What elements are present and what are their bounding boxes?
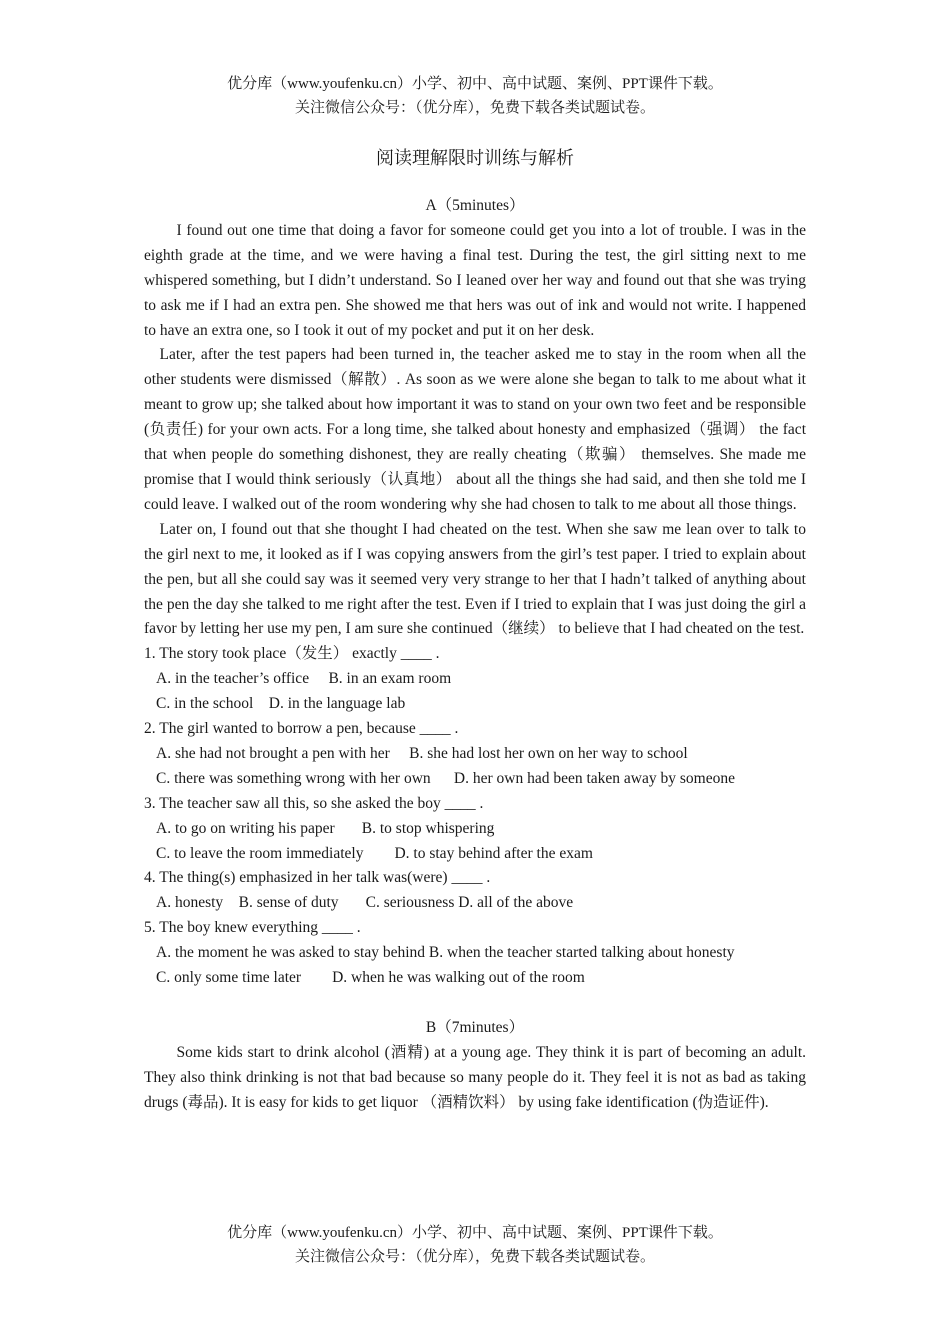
document-body — [144, 194, 806, 1116]
question-options-row: C. there was something wrong with her own D. her own had been taken away by someone — [156, 769, 735, 787]
question-options-row: A. she had not brought a pen with her B. she had lost her own on her way to school — [156, 744, 688, 762]
question-options-row: C. only some time later D. when he was walking out of the room — [156, 969, 585, 987]
section-b-paragraph-1: Some kids start to drink alcohol (酒精) at a young age. They think it is part of becoming an adult. They also think drinking is not that bad because so many people do it. They feel it is not as bad as taking drugs (毒品). It is easy for kids to get liquor （酒精饮料） by using fake identification (伪造证件). — [144, 1043, 806, 1111]
question-4 — [144, 866, 806, 916]
question-options-row: A. honesty B. sense of duty C. seriousness D. all of the above — [156, 894, 574, 912]
question-stem: 5. The boy knew everything ____ . — [144, 919, 361, 937]
question-stem: 1. The story took place（发生） exactly ____ . — [144, 645, 440, 663]
page-title: 阅读理解限时训练与解析 — [376, 148, 574, 168]
section-a-paragraph-2: Later, after the test papers had been turned in, the teacher asked me to stay in the room when all the other students were dismissed（解散）. As soon as we were alone she began to talk to me about what it meant to grow up; she talked about how important it was to stand on your own two feet and be responsible (负责任) for your own acts. For a long time, she talked about honesty and emphasized（强调） the fact that when people do something dishonest, they are really cheating（欺骗） themselves. She made me promise that I would think seriously（认真地） about all the things she had said, and then she told me I could leave. I walked out of the room wondering why she had chosen to talk to me about all those things. — [144, 346, 806, 513]
header-line-2: 关注微信公众号：（优分库），免费下载各类试题试卷。 — [294, 100, 655, 116]
section-b-heading: B（7minutes） — [425, 1019, 525, 1036]
page-footer — [0, 1221, 950, 1269]
question-1 — [144, 642, 806, 717]
question-3 — [144, 792, 806, 867]
question-stem: 2. The girl wanted to borrow a pen, because ____ . — [144, 720, 459, 738]
section-a-paragraph-1: I found out one time that doing a favor for someone could get you into a lot of trouble. I was in the eighth grade at the time, and we were having a final test. During the test, the girl sitting next to me whispered something, but I didn’t understand. So I leaned over her way and found out that she was trying to ask me if I had an extra pen. She showed me that hers was out of ink and would not write. I happened to have an extra one, so I took it out of my pocket and put it on her desk. — [144, 221, 806, 339]
question-2 — [144, 717, 806, 792]
section-a-paragraph-3: Later on, I found out that she thought I had cheated on the test. When she saw me lean over to talk to the girl next to me, it looked as if I was copying answers from the girl’s test paper. I tried to explain about the pen, but all she could say was it seemed very very strange to her that I hadn’t talked of anything about the pen the day she talked to me right after the test. Even if I tried to explain that I was just doing the girl a favor by letting her use my pen, I am sure she continued（继续） to believe that I had cheated on the test. — [144, 520, 806, 638]
footer-line-2: 关注微信公众号：（优分库），免费下载各类试题试卷。 — [294, 1249, 655, 1265]
question-stem: 3. The teacher saw all this, so she asked the boy ____ . — [144, 794, 484, 812]
question-options-row: C. in the school D. in the language lab — [156, 695, 406, 713]
page-header — [0, 72, 950, 120]
footer-line-1: 优分库（www.youfenku.cn）小学、初中、高中试题、案例、PPT课件下载。 — [227, 1225, 723, 1241]
question-stem: 4. The thing(s) emphasized in her talk was(were) ____ . — [144, 869, 491, 887]
question-options-row: A. the moment he was asked to stay behind B. when the teacher started talking about honesty — [156, 944, 735, 962]
header-line-1: 优分库（www.youfenku.cn）小学、初中、高中试题、案例、PPT课件下载。 — [227, 76, 723, 92]
question-options-row: A. in the teacher’s office B. in an exam room — [156, 670, 452, 688]
section-a-heading: A（5minutes） — [425, 197, 525, 214]
section-spacer — [144, 991, 806, 1016]
question-options-row: C. to leave the room immediately D. to stay behind after the exam — [156, 844, 593, 862]
question-5 — [144, 916, 806, 991]
question-options-row: A. to go on writing his paper B. to stop whispering — [156, 819, 495, 837]
